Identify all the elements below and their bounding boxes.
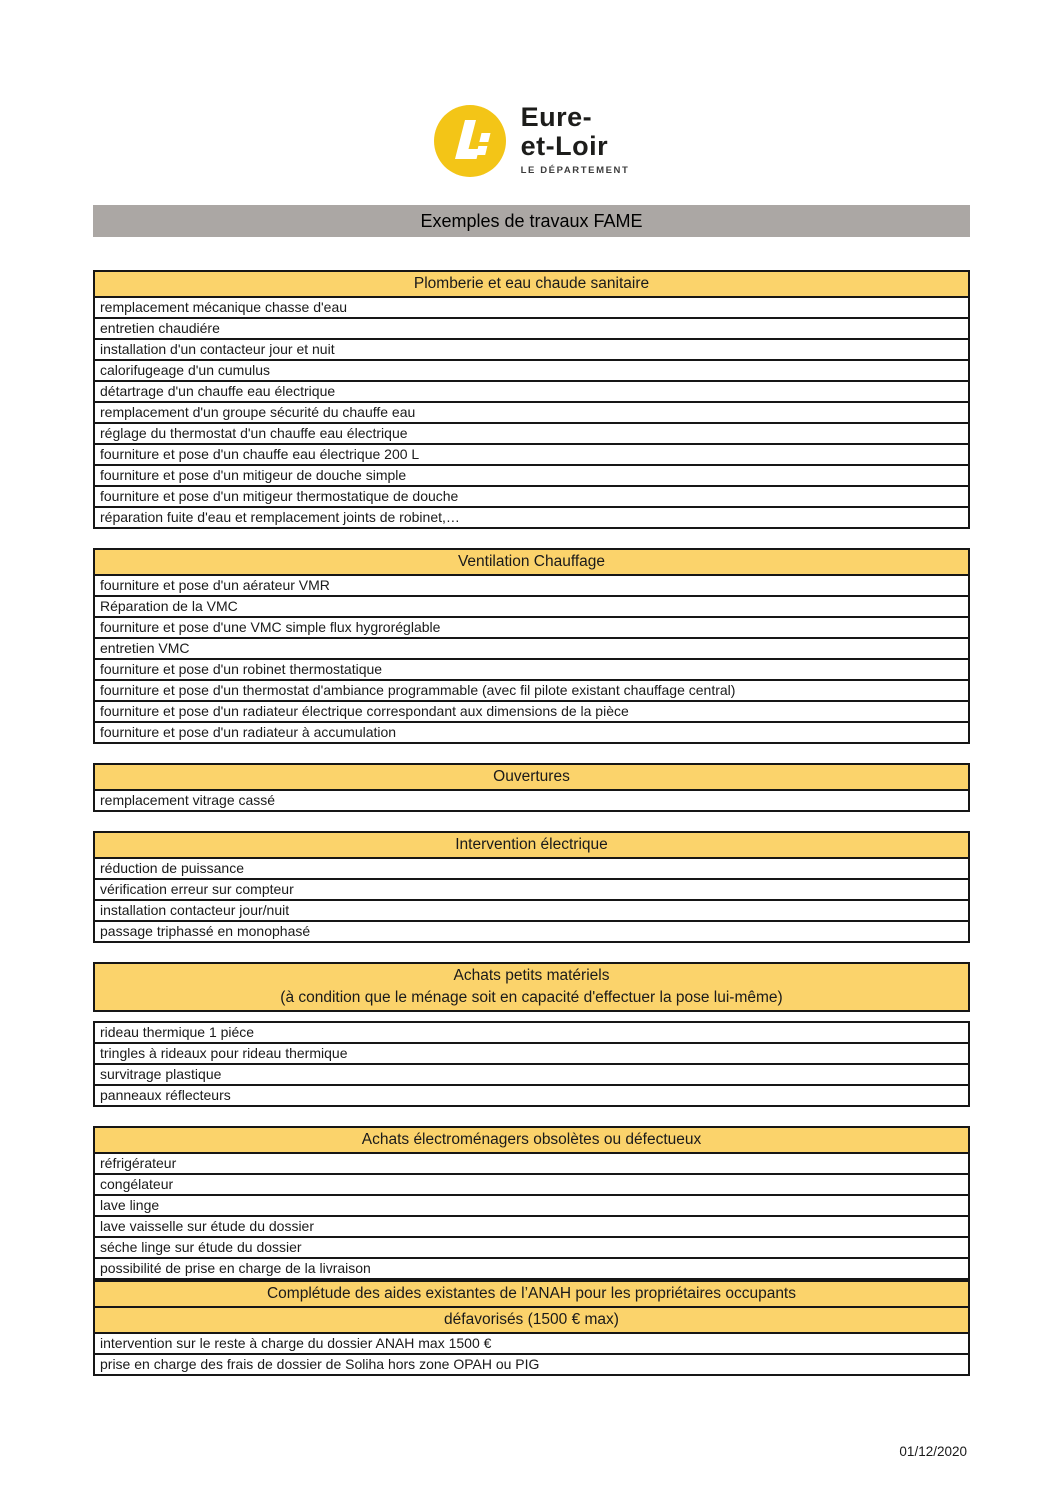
section-plomberie-eau-chaude	[93, 270, 970, 529]
table-row: lave vaisselle sur étude du dossier	[95, 1217, 968, 1238]
table-row: fourniture et pose d'un radiateur à accumulation	[100, 724, 397, 740]
page-title: Exemples de travaux FAME	[93, 205, 970, 237]
table-row: congélateur	[95, 1175, 968, 1196]
table-row: fourniture et pose d'un chauffe eau électrique 200 L	[95, 445, 968, 466]
table-row: calorifugeage d'un cumulus	[95, 361, 968, 382]
eure-et-loir-logo	[93, 103, 970, 191]
section-title-line: Intervention électrique	[455, 836, 608, 853]
section-title-line: Plomberie et eau chaude sanitaire	[413, 275, 650, 292]
section-rows	[93, 576, 970, 744]
table-row: rideau thermique 1 piéce	[95, 1023, 968, 1044]
section-title-line: Complétude des aides existantes de l’ANAH pour les propriétaires occupants	[266, 1285, 796, 1302]
table-row: réfrigérateur	[95, 1154, 968, 1175]
table-row: lave linge	[95, 1196, 968, 1217]
table-row: fourniture et pose d'un mitigeur thermostatique de douche	[95, 487, 968, 508]
table-row: remplacement mécanique chasse d'eau	[95, 298, 968, 319]
table-row: Réparation de la VMC	[95, 597, 968, 618]
logo-subtitle: LE DÉPARTEMENT	[520, 165, 630, 176]
table-row: réduction de puissance	[95, 859, 968, 880]
table-row: fourniture et pose d'un mitigeur de douche simple	[95, 466, 968, 487]
section-achats-electromenagers	[93, 1126, 970, 1280]
section-ouvertures	[93, 763, 970, 812]
table-row: panneaux réflecteurs	[100, 1087, 231, 1103]
section-header-band	[93, 1308, 970, 1334]
table-row: réparation fuite d'eau et remplacement joints de robinet,…	[100, 509, 460, 525]
table-row: fourniture et pose d'un radiateur électrique correspondant aux dimensions de la pièce	[95, 702, 968, 723]
table-row: fourniture et pose d'une VMC simple flux hygroréglable	[95, 618, 968, 639]
table-row: intervention sur le reste à charge du dossier ANAH max 1500 €	[95, 1334, 968, 1355]
sections-container	[93, 270, 970, 1376]
section-header-band	[93, 831, 970, 859]
table-row: remplacement vitrage cassé	[100, 792, 276, 808]
table-row: passage triphassé en monophasé	[100, 923, 311, 939]
table-row: prise en charge des frais de dossier de Soliha hors zone OPAH ou PIG	[100, 1356, 540, 1372]
table-row: remplacement d'un groupe sécurité du chauffe eau	[95, 403, 968, 424]
table-row: entretien chaudiére	[95, 319, 968, 340]
section-rows	[93, 298, 970, 529]
section-achats-petits-materiels	[93, 962, 970, 1107]
section-intervention-electrique	[93, 831, 970, 943]
section-header-band	[93, 548, 970, 576]
section-completude-aides-anah	[93, 1280, 970, 1376]
section-title-line: Achats électroménagers obsolètes ou défectueux	[361, 1131, 702, 1148]
section-rows	[93, 1334, 970, 1376]
table-row: détartrage d'un chauffe eau électrique	[95, 382, 968, 403]
table-row: entretien VMC	[95, 639, 968, 660]
table-row: installation contacteur jour/nuit	[95, 901, 968, 922]
table-row: vérification erreur sur compteur	[95, 880, 968, 901]
section-header-band	[93, 1280, 970, 1308]
logo-line-1: Eure-	[520, 102, 593, 132]
section-title-line: Ventilation Chauffage	[457, 553, 606, 570]
table-row: séche linge sur étude du dossier	[95, 1238, 968, 1259]
section-rows	[93, 1154, 970, 1280]
section-title-line: (à condition que le ménage soit en capacité d'effectuer la pose lui-même)	[280, 989, 783, 1006]
department-logo-icon	[434, 105, 506, 177]
section-header-band	[93, 1126, 970, 1154]
table-row: tringles à rideaux pour rideau thermique	[95, 1044, 968, 1065]
section-title-line: défavorisés (1500 € max)	[444, 1311, 619, 1328]
section-title-line: Achats petits matériels	[453, 967, 610, 984]
section-rows	[93, 859, 970, 943]
table-row: fourniture et pose d'un aérateur VMR	[95, 576, 968, 597]
section-title-line: Ouvertures	[493, 768, 570, 785]
document-page	[93, 103, 970, 1459]
section-ventilation-chauffage	[93, 548, 970, 744]
section-rows	[93, 1021, 970, 1107]
revision-date: 01/12/2020	[899, 1444, 967, 1459]
section-header-band	[93, 763, 970, 791]
section-header-band	[93, 270, 970, 298]
table-row: possibilité de prise en charge de la livraison	[100, 1260, 371, 1276]
logo-wordmark	[521, 103, 630, 176]
table-row: installation d'un contacteur jour et nuit	[95, 340, 968, 361]
section-header-band	[93, 962, 970, 1012]
table-row: fourniture et pose d'un robinet thermostatique	[95, 660, 968, 681]
logo-line-2: et-Loir	[520, 131, 609, 161]
table-row: fourniture et pose d'un thermostat d'ambiance programmable (avec fil pilote existant chauffage central)	[95, 681, 968, 702]
table-row: réglage du thermostat d'un chauffe eau électrique	[95, 424, 968, 445]
section-rows	[93, 791, 970, 812]
table-row: survitrage plastique	[95, 1065, 968, 1086]
